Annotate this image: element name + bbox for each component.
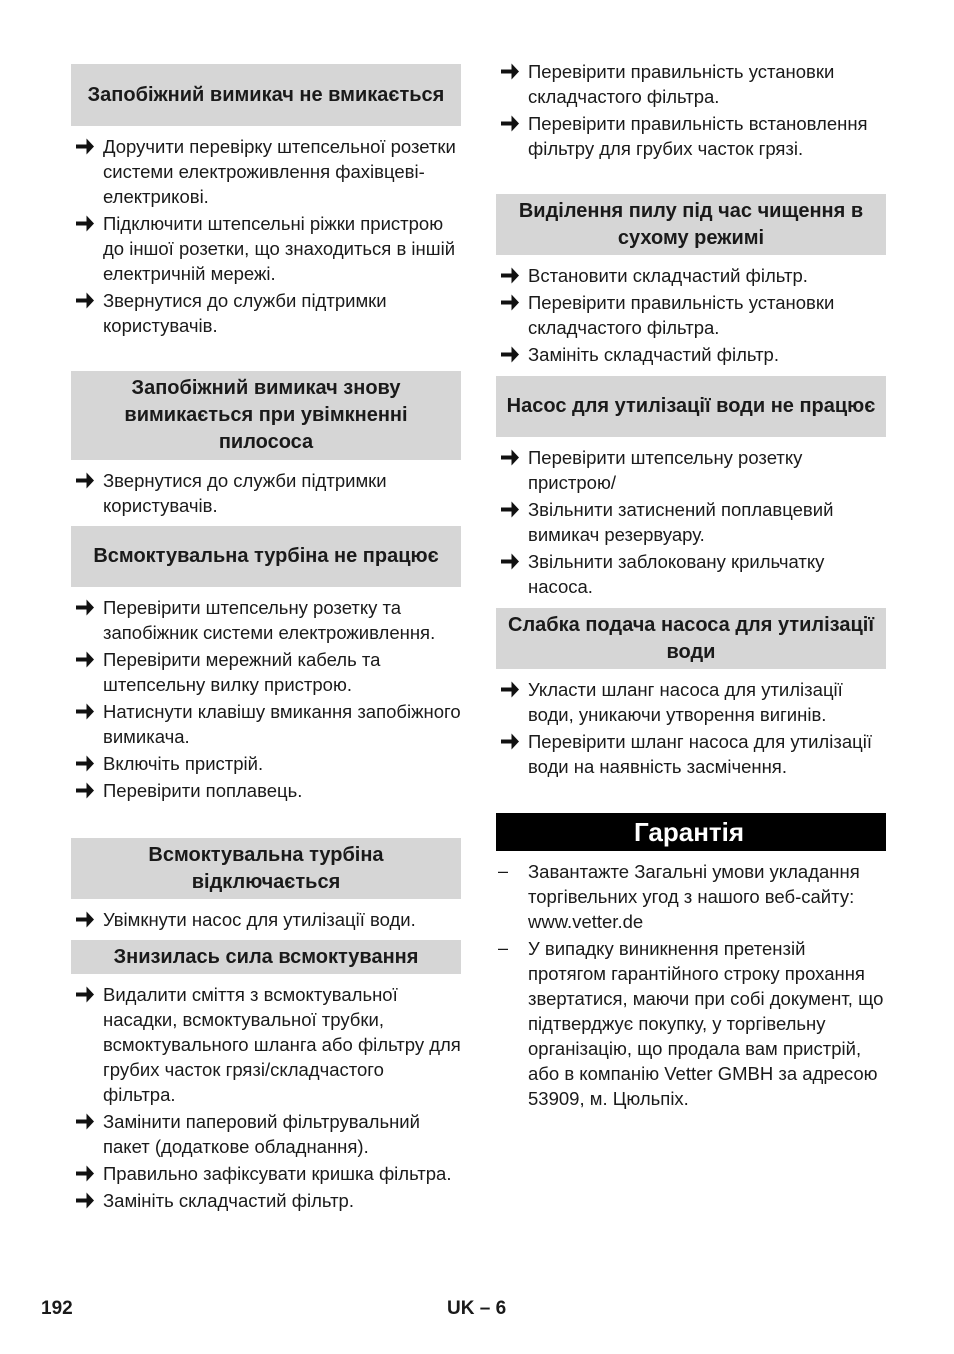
section-heading: Запобіжний вимикач не вмикається [71,64,461,126]
list-item: Правильно зафіксувати кришка фільтра. [71,1161,461,1186]
list-item: Доручити перевірку штепсельної розетки системи електроживлення фахівцеві-електрикові. [71,134,461,209]
arrow-icon [74,907,96,932]
bullet-list [496,445,886,601]
arrow-icon [499,342,521,367]
list-item: Перевірити шланг насоса для утилізації води на наявність засмічення. [496,729,886,779]
list-item: Звільнити заблоковану крильчатку насоса. [496,549,886,599]
arrow-icon [74,751,96,776]
bullet-list [71,595,461,805]
warranty-heading: Гарантія [496,813,886,851]
arrow-icon [74,982,96,1007]
list-item: Натиснути клавішу вмикання запобіжного вимикача. [71,699,461,749]
arrow-icon [74,288,96,313]
list-item: Перевірити поплавець. [71,778,461,803]
list-item: Підключити штепсельні ріжки пристрою до іншої розетки, що знаходиться в іншій електричній мережі. [71,211,461,286]
section-heading: Всмоктувальна турбіна відключається [71,838,461,899]
bullet-list [71,907,461,934]
arrow-icon [499,497,521,522]
bullet-list [496,59,886,163]
list-item: Перевірити правильність установки складчастого фільтра. [496,290,886,340]
arrow-icon [499,59,521,84]
list-item: Звернутися до служби підтримки користувачів. [71,288,461,338]
list-item: Увімкнути насос для утилізації води. [71,907,461,932]
list-item: Перевірити мережний кабель та штепсельну вилку пристрою. [71,647,461,697]
arrow-icon [74,647,96,672]
arrow-icon [499,263,521,288]
section-heading: Слабка подача насоса для утилізації води [496,608,886,669]
list-item: Замінити паперовий фільтрувальний пакет (додаткове обладнання). [71,1109,461,1159]
dash-marker: – [498,861,509,881]
arrow-icon [74,699,96,724]
arrow-icon [499,290,521,315]
list-item: – Завантажте Загальні умови укладання торгівельних угод з нашого веб-сайту: www.vetter.de [498,861,860,932]
language-page-label: UK – 6 [447,1298,507,1319]
list-item: Перевірити правильність встановлення фільтру для грубих часток грязі. [496,111,886,161]
arrow-icon [74,595,96,620]
section-heading: Виділення пилу під час чищення в сухому режимі [496,194,886,255]
arrow-icon [74,134,96,159]
arrow-icon [499,729,521,754]
arrow-icon [499,677,521,702]
arrow-icon [74,1188,96,1213]
bullet-list [496,677,886,781]
section-heading: Запобіжний вимикач знову вимикається при увімкненні пилососа [71,371,461,460]
section-heading: Насос для утилізації води не працює [496,376,886,437]
list-item: Перевірити штепсельну розетку та запобіжник системи електроживлення. [71,595,461,645]
list-item: Перевірити штепсельну розетку пристрою/ [496,445,886,495]
section-heading: Всмоктувальна турбіна не працює [71,526,461,587]
list-item: Звільнити затиснений поплавцевий вимикач резервуару. [496,497,886,547]
list-item: Замініть складчастий фільтр. [71,1188,461,1213]
dash-list [496,859,886,1113]
arrow-icon [499,549,521,574]
arrow-icon [74,1109,96,1134]
list-item: – У випадку виникнення претензій протягом гарантійного строку прохання звертатися, маючи при собі документ, що підтверджує покупку, у торгівельну організацію, що продала вам пристрій, або в компанію Vetter GMBH за адресою 53909, м. Цюльпіх. [498,938,884,1109]
arrow-icon [74,468,96,493]
list-item: Перевірити правильність установки складчастого фільтра. [496,59,886,109]
section-heading: Знизилась сила всмоктування [71,940,461,974]
bullet-list [71,134,461,340]
arrow-icon [499,445,521,470]
list-item: Включіть пристрій. [71,751,461,776]
list-item: Звернутися до служби підтримки користувачів. [71,468,461,518]
arrow-icon [74,778,96,803]
page-number: 192 [41,1298,73,1319]
list-item: Встановити складчастий фільтр. [496,263,886,288]
arrow-icon [74,1161,96,1186]
bullet-list [71,982,461,1215]
list-item: Укласти шланг насоса для утилізації води, уникаючи утворення вигинів. [496,677,886,727]
list-item: Замініть складчастий фільтр. [496,342,886,367]
dash-marker: – [498,938,509,958]
arrow-icon [74,211,96,236]
arrow-icon [499,111,521,136]
bullet-list [71,468,461,520]
list-item: Видалити сміття з всмоктувальної насадки, всмоктувальної трубки, всмоктувального шланга або фільтру для грубих часток грязі/складчастого фільтра. [71,982,461,1107]
bullet-list [496,263,886,369]
